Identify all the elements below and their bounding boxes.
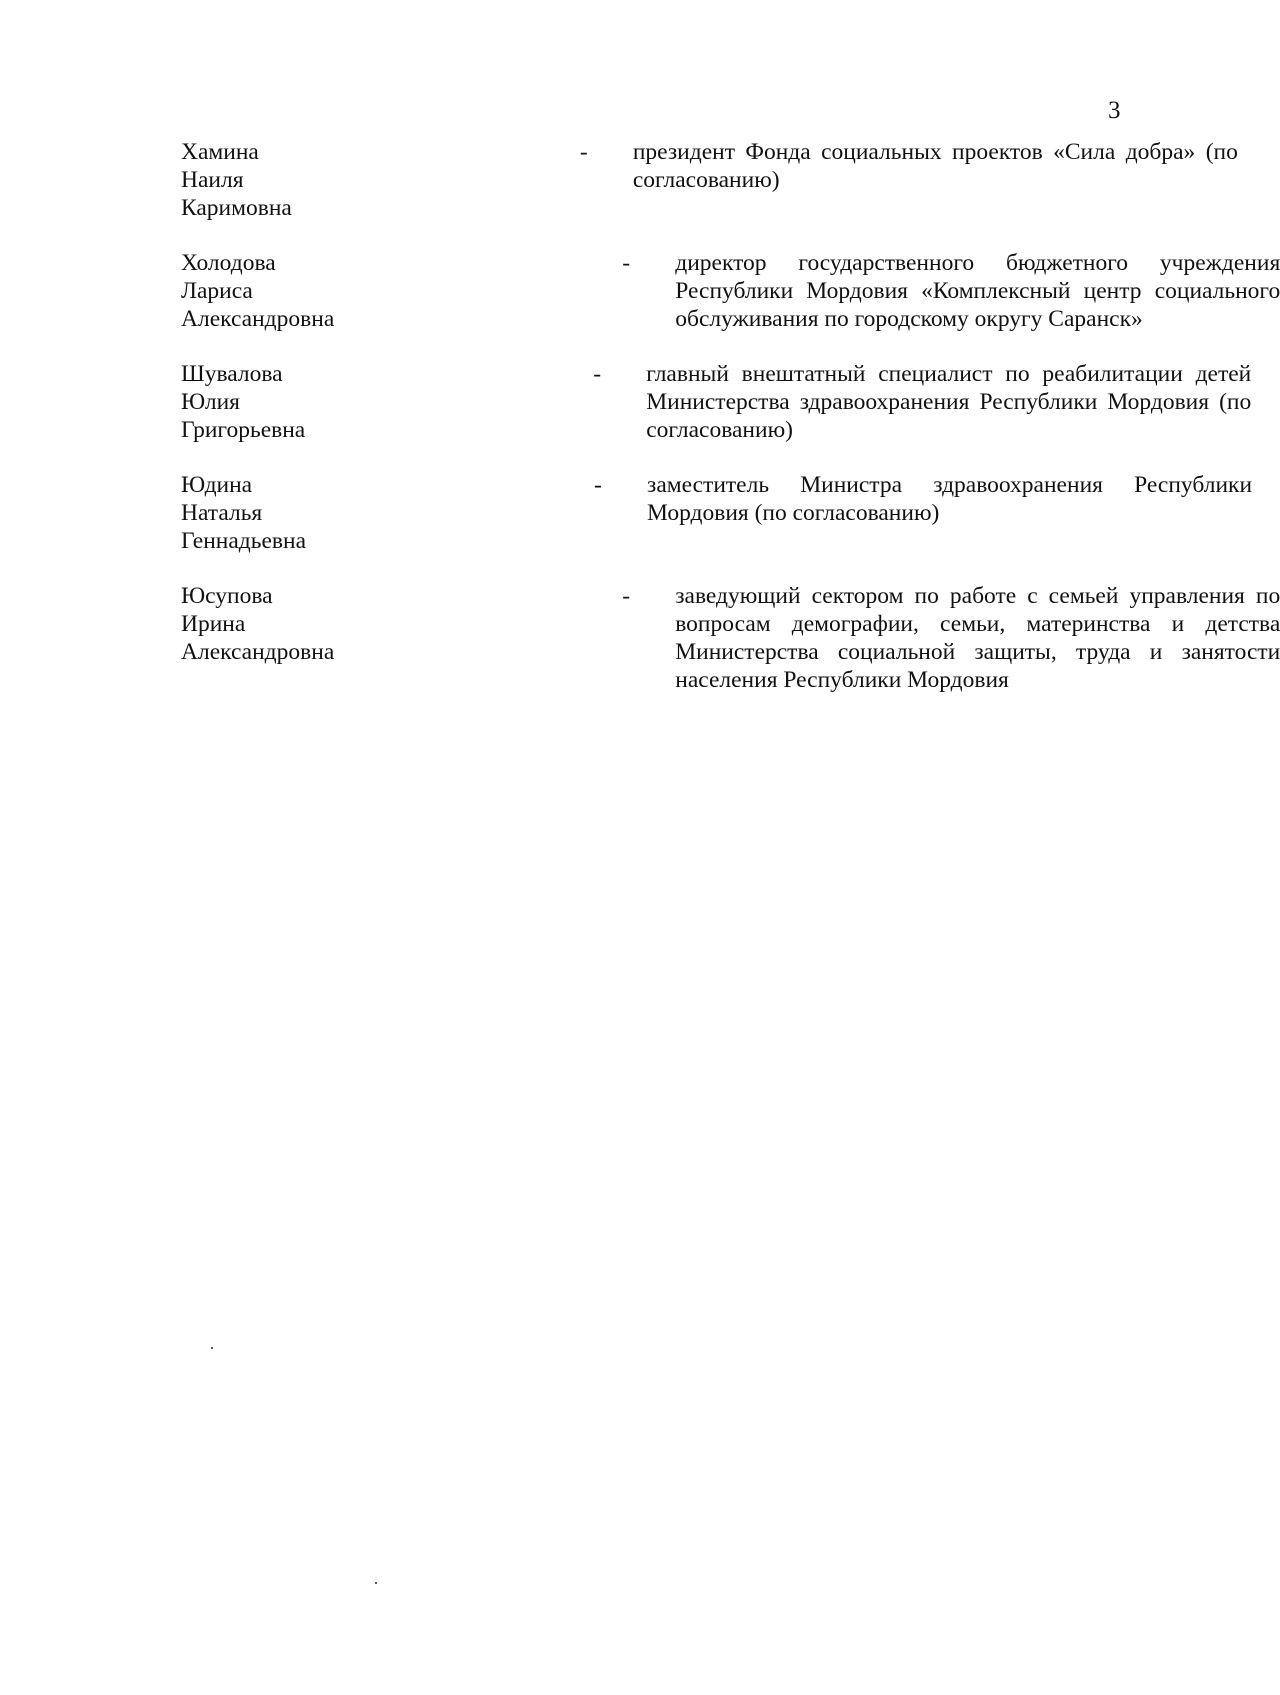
member-name: Хамина Наиля Каримовна (181, 139, 292, 221)
member-name: Юдина Наталья Геннадьевна (181, 472, 307, 554)
member-row: Юсупова Ирина Александровна - заведующий сектором по работе с семьей управления по вопросам демографии, семьи, материнства и детства Министерства социальной защиты, труда и занятости населения Республики Мордовия (181, 583, 1280, 693)
members-list (181, 138, 1280, 721)
member-position: главный внештатный специалист по реабилитации детей Министерства здравоохранения Республики Мордовия (по согласованию) (646, 361, 1252, 443)
scan-speck (211, 1347, 213, 1349)
member-name: Шувалова Юлия Григорьевна (181, 361, 306, 443)
member-row: Шувалова Юлия Григорьевна - главный внештатный специалист по реабилитации детей Министерства здравоохранения Республики Мордовия (по согласованию) (181, 361, 1252, 443)
member-position: президент Фонда социальных проектов «Сила добра» (по согласованию) (632, 139, 1238, 193)
member-position: заведующий сектором по работе с семьей управления по вопросам демографии, семьи, материнства и детства Министерства социальной защиты, труда и занятости населения Республики Мордовия (675, 583, 1280, 693)
member-row: Холодова Лариса Александровна - директор государственного бюджетного учреждения Республики Мордовия «Комплексный центр социального обслуживания по городскому округу Саранск» (181, 250, 1280, 332)
page-number: 3 (1108, 97, 1121, 124)
member-row: Хамина Наиля Каримовна - президент Фонда социальных проектов «Сила добра» (по согласованию) (181, 139, 1238, 221)
scan-speck (375, 1582, 377, 1584)
member-row: Юдина Наталья Геннадьевна - заместитель Министра здравоохранения Республики Мордовия (по согласованию) (181, 472, 1253, 554)
member-position: заместитель Министра здравоохранения Республики Мордовия (по согласованию) (647, 472, 1253, 526)
member-position: директор государственного бюджетного учреждения Республики Мордовия «Комплексный центр социального обслуживания по городскому округу Саранск» (675, 250, 1280, 332)
member-name: Юсупова Ирина Александровна (181, 583, 335, 665)
member-name: Холодова Лариса Александровна (181, 250, 335, 332)
